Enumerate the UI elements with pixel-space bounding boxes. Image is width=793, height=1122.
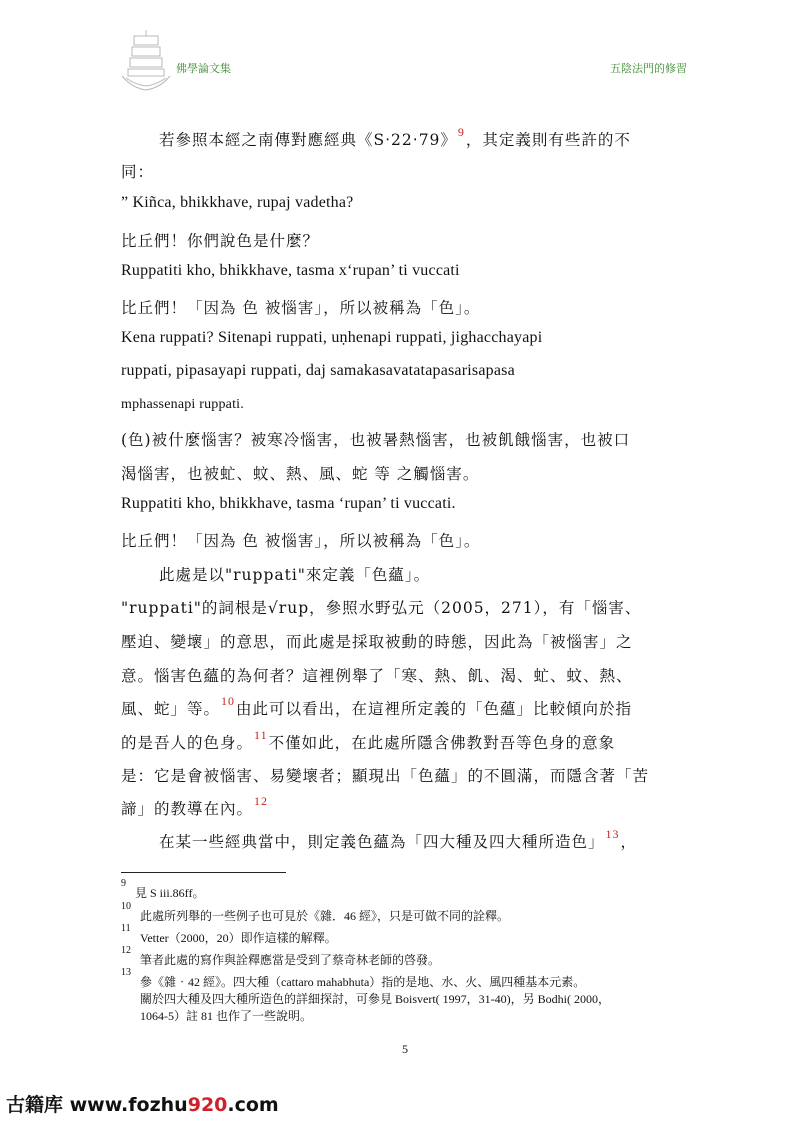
paragraph-line: 是：它是會被惱害、易變壞者；顯現出「色蘊」的不圓滿，而隱含著「苦 [121, 767, 650, 785]
footnote-divider [121, 872, 286, 873]
footnote-number: 11 [121, 923, 131, 934]
text-segment: 的是吾人的色身。 [121, 734, 254, 752]
footnote-number: 10 [121, 901, 131, 912]
footnote-text: 關於四大種及四大種所造色的詳細探討，可參見 Boisvert( 1997，31-40)，另 Bodhi( 2000， [140, 992, 610, 1006]
paragraph-line [121, 728, 616, 753]
pali-line: Ruppatiti kho, bhikkhave, tasma ‘rupan’ ti vuccati. [121, 495, 456, 512]
paragraph-line: 同： [121, 163, 155, 181]
paragraph-line [121, 794, 269, 819]
pali-line: Ruppatiti kho, bhikkhave, tasma x‘rupan’ ti vuccati [121, 262, 460, 279]
footnote-ref[interactable]: 11 [254, 728, 268, 742]
lotus-pagoda-icon [118, 30, 174, 94]
text-segment: ，其定義則有些許的不 [465, 131, 631, 149]
footnote-ref[interactable]: 10 [221, 694, 236, 708]
paragraph-line: 壓迫、變壞」的意思，而此處是採取被動的時態，因此為「被惱害」之 [121, 633, 633, 651]
footnote-number: 12 [121, 945, 131, 956]
header-left-title: 佛學論文集 [176, 62, 231, 75]
text-segment: 由此可以看出，在這裡所定義的「色蘊」比較傾向於指 [236, 700, 633, 718]
footnote-ref[interactable]: 13 [605, 827, 620, 841]
footnote-text: 見 S iii.86ff。 [135, 886, 205, 900]
watermark-text: 古籍库 www.fozhu [6, 1094, 188, 1116]
text-segment: 不僅如此，在此處所隱含佛教對吾等色身的意象 [268, 734, 616, 752]
text-segment: 若參照本經之南傳對應經典《S‧22‧79》 [159, 131, 457, 149]
header-right-title: 五陰法門的修習 [610, 62, 687, 75]
paragraph-line: 意。惱害色蘊的為何者？這裡例舉了「寒、熱、飢、渴、虻、蚊、熱、 [121, 667, 633, 685]
paragraph-line: 比丘們！「因為 色 被惱害」，所以被稱為「色」。 [121, 532, 481, 550]
pali-line: mphassenapi ruppati. [121, 397, 244, 412]
pali-line: Kena ruppati? Sitenapi ruppati, uṇhenapi ruppati, jighacchayapi [121, 329, 543, 346]
footnote-ref[interactable]: 9 [457, 125, 465, 139]
text-segment: ， [620, 833, 638, 851]
paragraph-line [159, 125, 631, 150]
footnote-number: 13 [121, 967, 131, 978]
footnote-text: 筆者此處的寫作與詮釋應當是受到了蔡奇林老師的啓發。 [140, 953, 441, 967]
text-segment: 風、蛇」等。 [121, 700, 221, 718]
paragraph-line: 渴惱害，也被虻、蚊、熱、風、蛇 等 之觸惱害。 [121, 465, 480, 483]
text-segment: 在某一些經典當中，則定義色蘊為「四大種及四大種所造色」 [159, 833, 605, 851]
watermark-text: .com [227, 1094, 279, 1116]
text-segment: 諦」的教導在內。 [121, 800, 254, 818]
footnote-text: 此處所列舉的一些例子也可見於《雜．46 經》，只是可做不同的詮釋。 [140, 909, 510, 923]
paragraph-line [159, 827, 638, 852]
pali-line: ruppati, pipasayapi ruppati, daj samakasavatatapasarisapasa [121, 362, 515, 379]
page-number: 5 [402, 1042, 408, 1056]
footnote-text: Vetter（2000，20）即作這樣的解釋。 [140, 931, 337, 945]
footnote-ref[interactable]: 12 [254, 794, 269, 808]
footnote-number: 9 [121, 878, 126, 889]
paragraph-line: (色)被什麼惱害？被寒冷惱害，也被暑熱惱害，也被飢餓惱害，也被口 [121, 431, 631, 449]
paragraph-line: 比丘們！你們說色是什麼？ [121, 232, 320, 250]
watermark-text-highlight: 920 [187, 1094, 228, 1116]
pali-line: ” Kiñca, bhikkhave, rupaj vadetha? [121, 194, 354, 211]
paragraph-line: "ruppati"的詞根是√rup，參照水野弘元（2005，271），有「惱害、 [121, 599, 642, 617]
footnote-text: 參《雜‧42 經》。四大種（cattaro mahabhuta）指的是地、水、火、風四種基本元素。 [140, 975, 586, 989]
paragraph-line [121, 694, 633, 719]
site-watermark[interactable] [6, 1090, 279, 1117]
footnote-text: 1064-5）註 81 也作了一些說明。 [140, 1009, 312, 1023]
paragraph-line: 此處是以"ruppati"來定義「色蘊」。 [159, 566, 431, 584]
paragraph-line: 比丘們！「因為 色 被惱害」，所以被稱為「色」。 [121, 299, 481, 317]
